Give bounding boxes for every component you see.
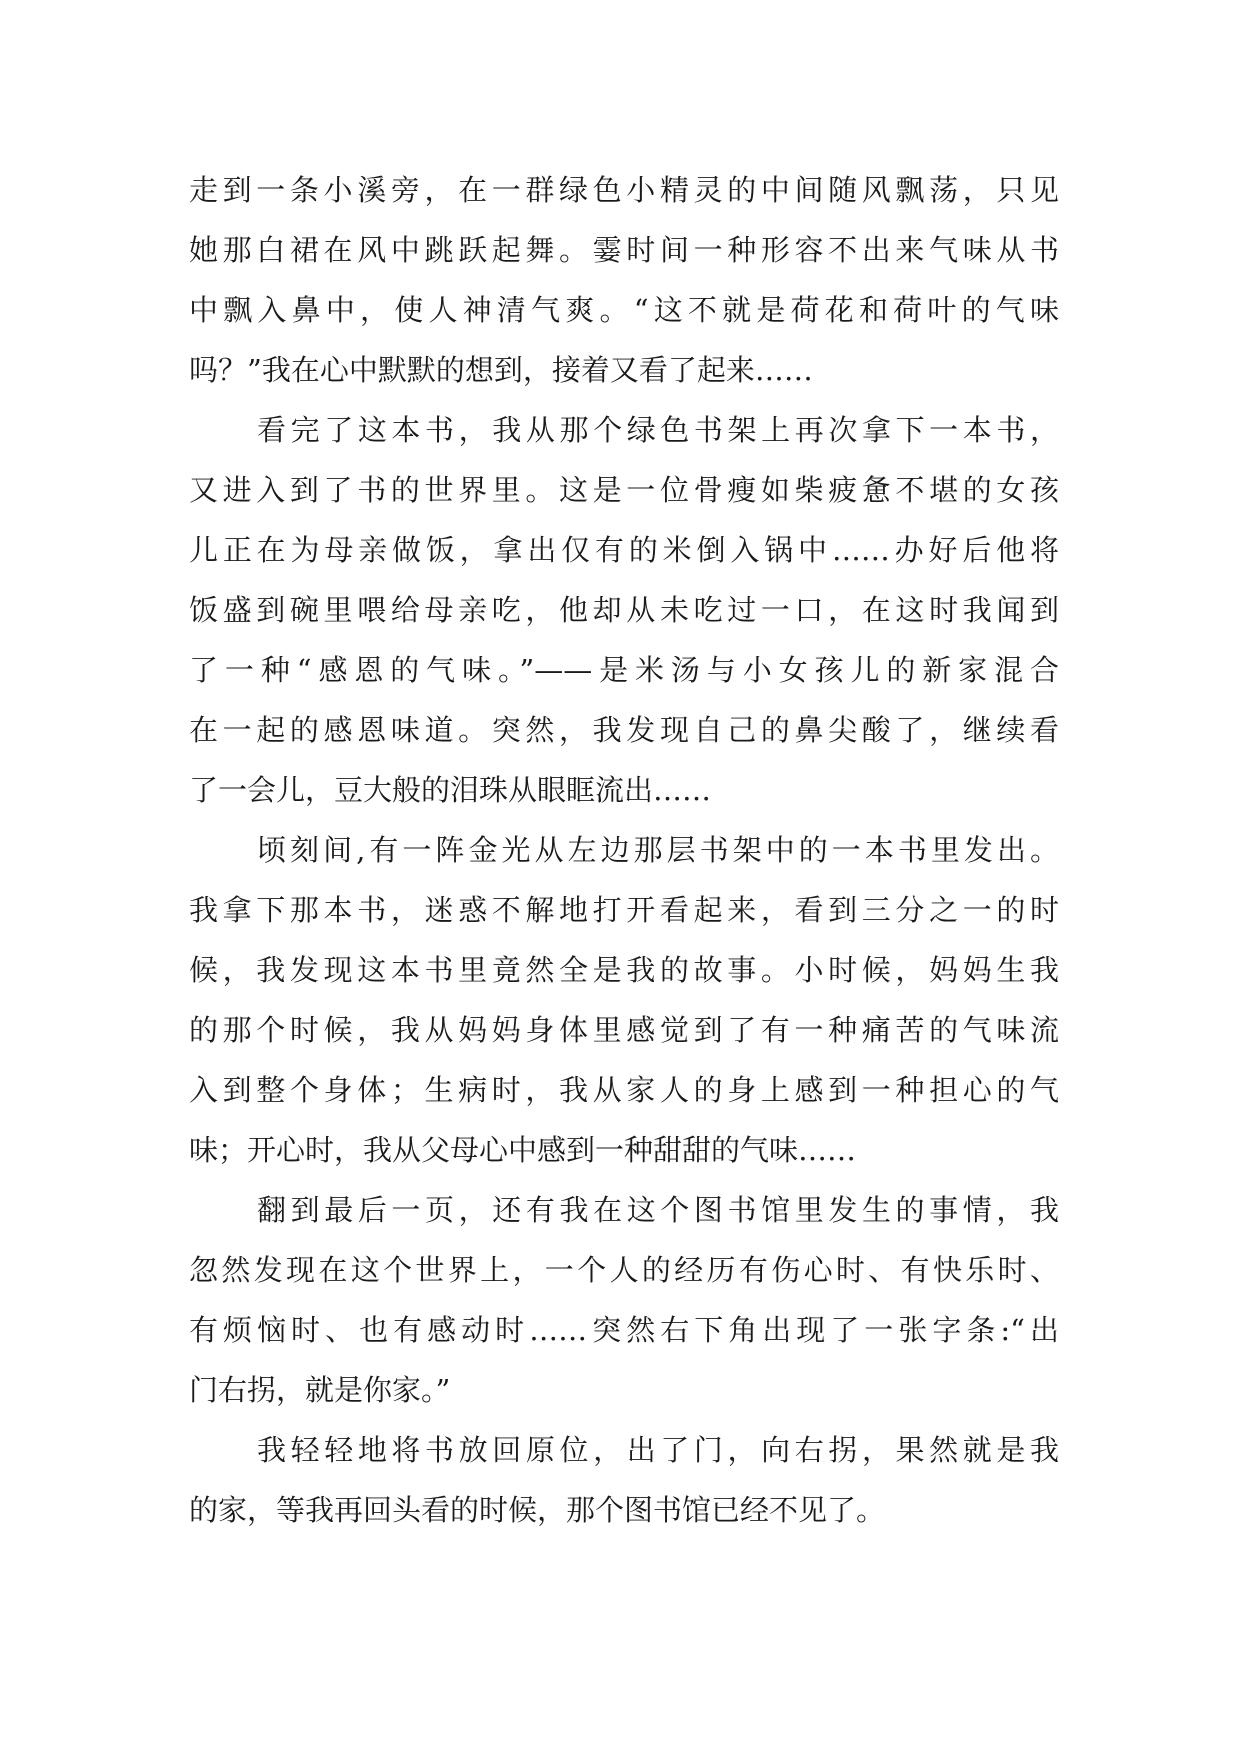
paragraph-2 bbox=[189, 400, 1059, 820]
paragraph-4 bbox=[189, 1180, 1059, 1420]
text-line: 入到整个身体；生病时，我从家人的身上感到一种担心的气 bbox=[189, 1073, 1059, 1107]
text-line: 饭盛到碗里喂给母亲吃，他却从未吃过一口，在这时我闻到 bbox=[189, 593, 1059, 627]
text-line: 儿正在为母亲做饭，拿出仅有的米倒入锅中……办好后他将 bbox=[189, 533, 1059, 567]
paragraph-1 bbox=[189, 160, 1059, 400]
text-line: 顷刻间,有一阵金光从左边那层书架中的一本书里发出。 bbox=[257, 833, 1059, 867]
paragraph-5 bbox=[189, 1420, 1059, 1540]
text-line: 又进入到了书的世界里。这是一位骨瘦如柴疲惫不堪的女孩 bbox=[189, 473, 1059, 507]
text-line: 中飘入鼻中，使人神清气爽。“这不就是荷花和荷叶的气味 bbox=[189, 293, 1059, 327]
text-line: 吗？”我在心中默默的想到，接着又看了起来…… bbox=[189, 353, 813, 387]
text-line: 在一起的感恩味道。突然，我发现自己的鼻尖酸了，继续看 bbox=[189, 713, 1059, 747]
text-line: 味；开心时，我从父母心中感到一种甜甜的气味…… bbox=[189, 1133, 857, 1167]
text-line: 了一种“感恩的气味。”——是米汤与小女孩儿的新家混合 bbox=[189, 653, 1059, 687]
paragraph-3 bbox=[189, 820, 1059, 1180]
text-line: 我拿下那本书，迷惑不解地打开看起来，看到三分之一的时 bbox=[189, 893, 1059, 927]
text-line: 的家，等我再回头看的时候，那个图书馆已经不见了。 bbox=[189, 1493, 886, 1527]
text-line: 有烦恼时、也有感动时……突然右下角出现了一张字条:“出 bbox=[189, 1313, 1059, 1347]
essay-text bbox=[189, 160, 1059, 1540]
text-line: 走到一条小溪旁，在一群绿色小精灵的中间随风飘荡，只见 bbox=[189, 173, 1059, 207]
text-line: 的那个时候，我从妈妈身体里感觉到了有一种痛苦的气味流 bbox=[189, 1013, 1059, 1047]
text-line: 翻到最后一页，还有我在这个图书馆里发生的事情，我 bbox=[257, 1193, 1059, 1227]
text-line: 候，我发现这本书里竟然全是我的故事。小时候，妈妈生我 bbox=[189, 953, 1059, 987]
text-line: 门右拐，就是你家。” bbox=[189, 1373, 451, 1407]
text-line: 忽然发现在这个世界上，一个人的经历有伤心时、有快乐时、 bbox=[189, 1253, 1059, 1287]
text-line: 我轻轻地将书放回原位，出了门，向右拐，果然就是我 bbox=[257, 1433, 1059, 1467]
text-line: 她那白裙在风中跳跃起舞。霎时间一种形容不出来气味从书 bbox=[189, 233, 1059, 267]
text-line: 了一会儿，豆大般的泪珠从眼眶流出…… bbox=[189, 773, 712, 807]
text-line: 看完了这本书，我从那个绿色书架上再次拿下一本书， bbox=[257, 413, 1059, 447]
